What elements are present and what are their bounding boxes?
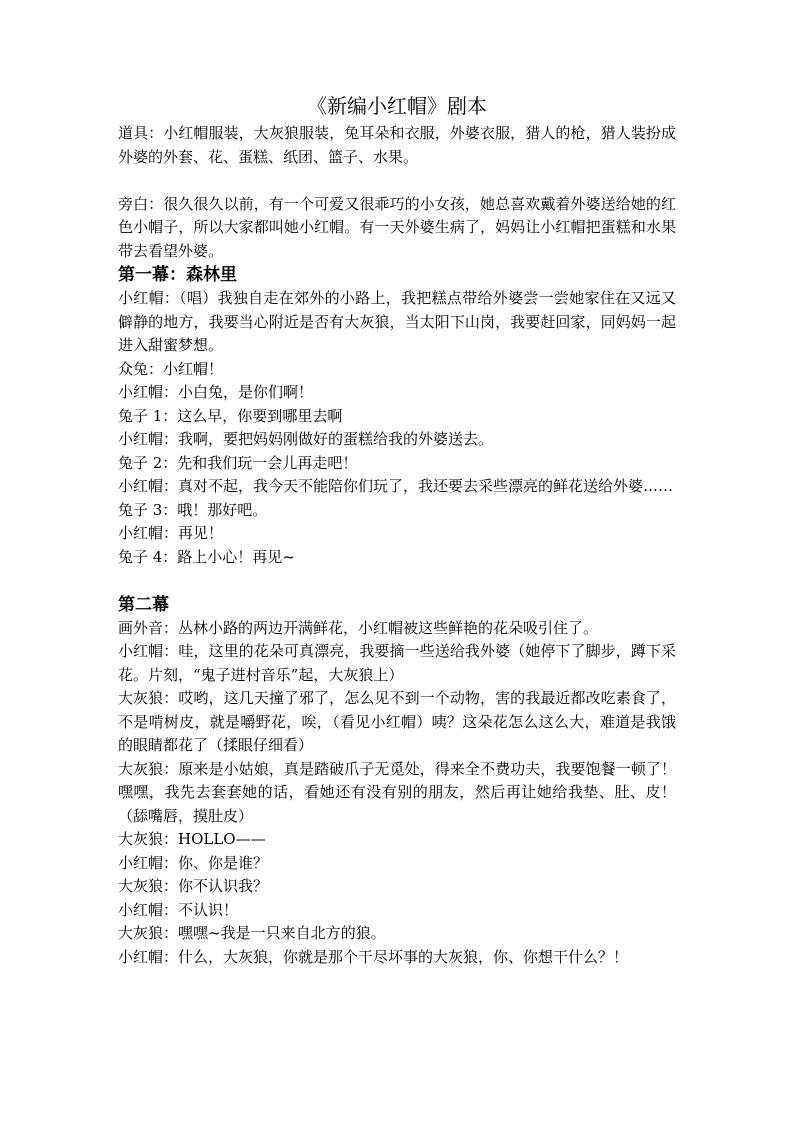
narration-paragraph: 旁白：很久很久以前，有一个可爱又很乖巧的小女孩，她总喜欢戴着外婆送给她的红色小帽子，所以大家都叫她小红帽。有一天外婆生病了，妈妈让小红帽把蛋糕和水果带去看望外婆。: [118, 194, 676, 260]
script-line: 大灰狼：HOLLO——: [118, 830, 266, 848]
script-line: 小红帽：什么，大灰狼，你就是那个干尽坏事的大灰狼，你、你想干什么？！: [118, 947, 629, 966]
act1-heading: 第一幕：森林里: [118, 265, 237, 285]
props-paragraph: 道具：小红帽服装，大灰狼服装，兔耳朵和衣服，外婆衣服，猎人的枪，猎人装扮成外婆的外套、花、蛋糕、纸团、篮子、水果。: [118, 124, 676, 166]
script-line: 兔子 4：路上小心！再见~: [118, 547, 295, 566]
script-line: 大灰狼：原来是小姑娘，真是踏破爪子无觅处，得来全不费功夫，我要饱餐一顿了！嘿嘿，我先去套套她的话，看她还有没有别的朋友，然后再让她给我垫、肚、皮！（舔嘴唇，摸肚皮）: [118, 759, 676, 825]
script-line: 小红帽：（唱）我独自走在郊外的小路上，我把糕点带给外婆尝一尝她家住在又远又僻静的地方，我要当心附近是否有大灰狼，当太阳下山岗，我要赶回家，同妈妈一起进入甜蜜梦想。: [118, 289, 676, 354]
script-line: 小红帽：我啊，要把妈妈刚做好的蛋糕给我的外婆送去。: [118, 430, 494, 448]
script-line: 众兔：小红帽！: [118, 359, 224, 378]
blank-line: [118, 169, 676, 193]
script-line: 大灰狼：你不认识我？: [118, 877, 269, 895]
script-line: 兔子 3：哦！那好吧。: [118, 500, 268, 519]
page-title: 《新编小红帽》剧本: [307, 94, 487, 118]
script-line: 小红帽：再见！: [118, 524, 224, 542]
script-line: 小红帽：真对不起，我今天不能陪你们玩了，我还要去采些漂亮的鲜花送给外婆……: [118, 477, 674, 495]
script-line: 小红帽：不认识！: [118, 900, 239, 919]
script-line: 小红帽：哇，这里的花朵可真漂亮，我要摘一些送给我外婆（她停下了脚步，蹲下采花。片刻，“鬼子进村音乐”起，大灰狼上）: [118, 642, 676, 684]
document-page: [118, 90, 676, 969]
blank-line: [118, 569, 676, 593]
script-line: 大灰狼：哎哟，这几天撞了邪了，怎么见不到一个动物，害的我最近都改吃素食了，不是啃树皮，就是嚼野花，唉，（看见小红帽）咦？这朵花怎么这么大，难道是我饿的眼睛都花了（揉眼仔细看）: [118, 689, 676, 754]
script-line: 小红帽：你、你是谁？: [118, 853, 269, 872]
script-line: 小红帽：小白兔，是你们啊！: [118, 383, 314, 401]
script-line: 兔子 1：这么早，你要到哪里去啊: [118, 406, 343, 425]
script-line: 兔子 2：先和我们玩一会儿再走吧！: [118, 453, 358, 472]
act2-heading: 第二幕: [118, 594, 169, 615]
script-line: 大灰狼：嘿嘿~我是一只来自北方的狼。: [118, 924, 386, 942]
script-line: 画外音：丛林小路的两边开满鲜花，小红帽被这些鲜艳的花朵吸引住了。: [118, 618, 599, 637]
